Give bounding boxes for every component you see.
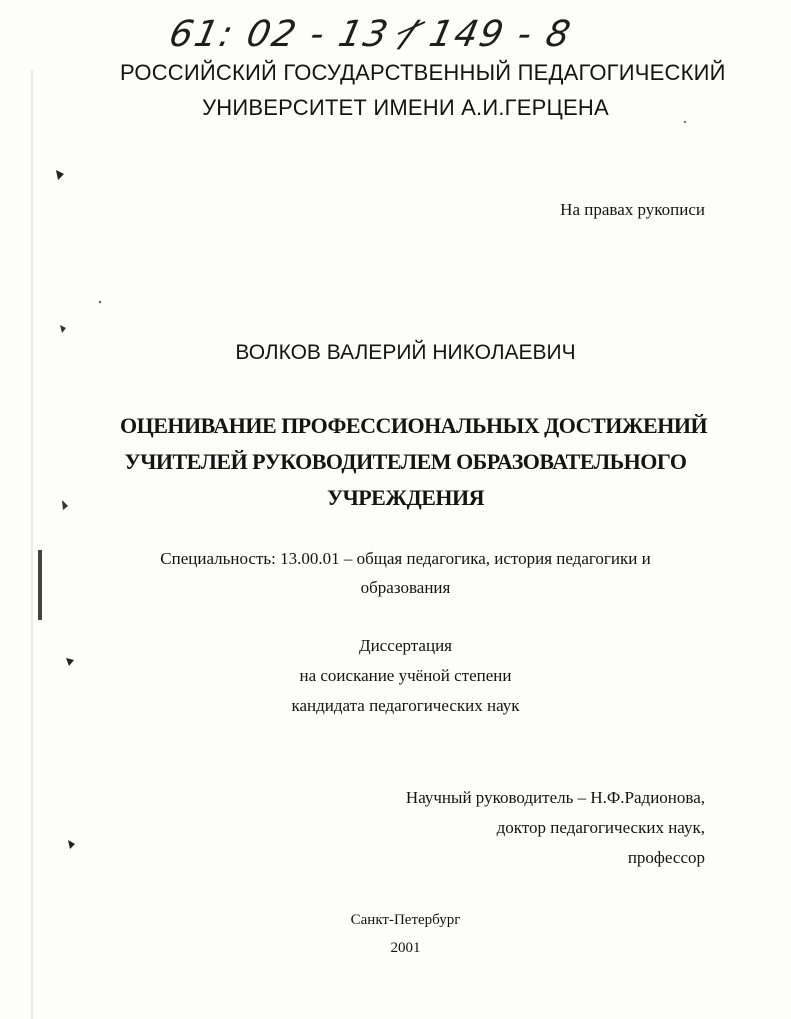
speck-5 bbox=[68, 840, 75, 849]
speck-2 bbox=[60, 325, 66, 333]
title-line2: УЧИТЕЛЕЙ РУКОВОДИТЕЛЕМ ОБРАЗОВАТЕЛЬНОГО bbox=[124, 449, 687, 474]
specialty-line1: Специальность: 13.00.01 – общая педагогика, история педагогики и bbox=[160, 549, 651, 568]
degree-purpose: на соискание учёной степени bbox=[299, 666, 512, 685]
university-name-line2: УНИВЕРСИТЕТ ИМЕНИ А.И.ГЕРЦЕНА bbox=[202, 95, 609, 120]
degree-type: Диссертация bbox=[358, 636, 452, 655]
title-line3: УЧРЕЖДЕНИЯ bbox=[326, 485, 485, 510]
binding-mark bbox=[38, 550, 42, 620]
dot-2 bbox=[684, 121, 686, 123]
speck-3 bbox=[62, 500, 68, 510]
author-name: ВОЛКОВ ВАЛЕРИЙ НИКОЛАЕВИЧ bbox=[235, 341, 576, 364]
supervisor-line3: профессор bbox=[627, 848, 705, 867]
speck-4 bbox=[66, 658, 74, 666]
archive-code-handwritten: 61: 02 - 13 / 149 - 8 bbox=[165, 14, 576, 55]
supervisor-line1: Научный руководитель – Н.Ф.Радионова, bbox=[405, 788, 705, 807]
dot-1 bbox=[99, 301, 101, 303]
specialty-line2: образования bbox=[360, 578, 451, 597]
rights-note: На правах рукописи bbox=[560, 200, 705, 219]
university-name-line1: РОССИЙСКИЙ ГОСУДАРСТВЕННЫЙ ПЕДАГОГИЧЕСКИЙ bbox=[120, 60, 726, 85]
title-line1: ОЦЕНИВАНИЕ ПРОФЕССИОНАЛЬНЫХ ДОСТИЖЕНИЙ bbox=[120, 413, 708, 438]
degree-level: кандидата педагогических наук bbox=[291, 696, 520, 715]
speck-1 bbox=[56, 170, 64, 180]
supervisor-line2: доктор педагогических наук, bbox=[496, 818, 705, 837]
year: 2001 bbox=[390, 940, 421, 956]
city: Санкт-Петербург bbox=[350, 912, 461, 928]
